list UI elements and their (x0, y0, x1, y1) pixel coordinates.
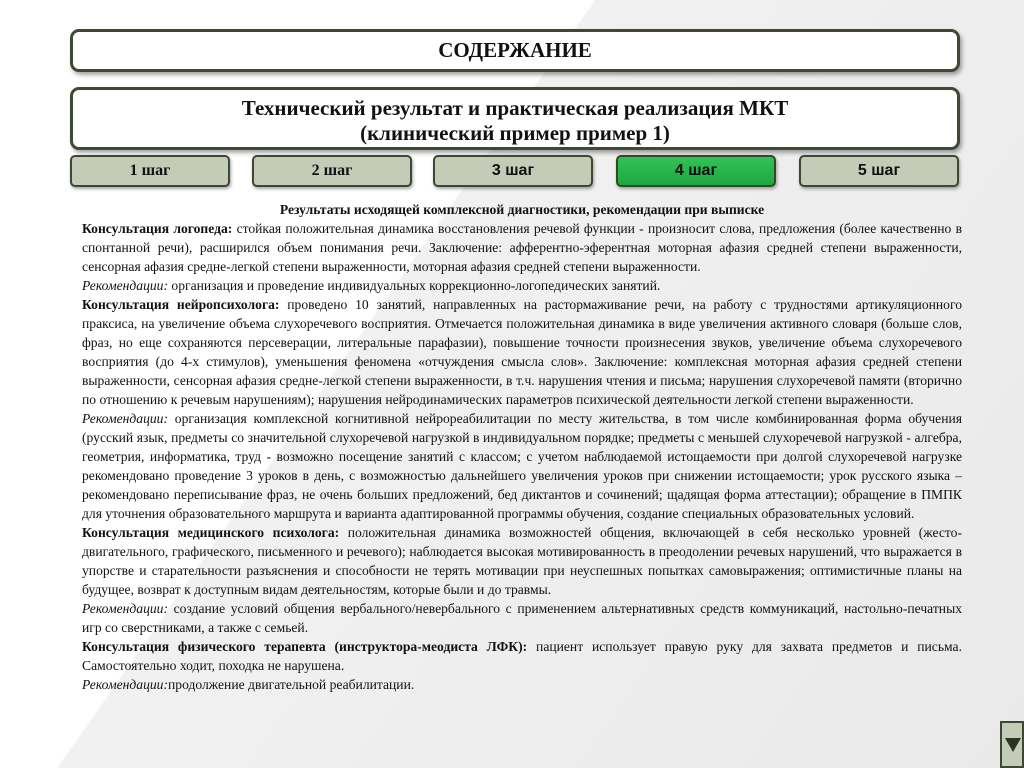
medical-psychologist-paragraph (82, 523, 962, 599)
neuropsychologist-paragraph (82, 295, 962, 409)
step-4-button[interactable]: 4 шаг (616, 155, 776, 187)
content-heading: Результаты исходящей комплексной диагностики, рекомендации при выписке (279, 202, 765, 217)
speech-therapist-lead: Консультация логопеда: (82, 221, 233, 236)
triangle-down-icon (1004, 737, 1022, 753)
physical-therapist-recommendations (82, 675, 962, 694)
step-5-button[interactable]: 5 шаг (799, 155, 959, 187)
subtitle-box (70, 87, 960, 150)
speech-therapist-text: стойкая положительная динамика восстановления речевой функции - произносит слова, предложения (более качественно в спонтанной речи), расширился объем понимания речи. Заключение: афферентно-эферентная моторная афазия средней степени выраженности, сенсорная афазия средне-легкой степени выраженности, моторная афазия средней степени выраженности. (82, 221, 962, 274)
neuropsychologist-recommendations (82, 409, 962, 523)
physical-therapist-text: пациент использует правую руку для захвата предметов и письма. Самостоятельно ходит, походка не нарушена. (82, 639, 962, 673)
recommendations-text: создание условий общения вербального/невербального с применением альтернативных средств коммуникаций, настольно-печатных игр со сверстниками, а также с семьей. (82, 601, 962, 635)
neuropsychologist-text: проведено 10 занятий, направленных на растормаживание речи, на работу с трудностями артикуляционного праксиса, на увеличение объема слухоречевого восприятия. Отмечается положительная динамика в виде увеличения активного словаря (больше слов, фраз, но еще сохраняются персеверации, литеральные парафазии), повышение точности произнесения звуков, увеличение объема слухоречевого восприятия (до 4-х стимулов), уменьшения феномена «отчуждения смысла слов». Заключение: комплексная моторная афазия средней степени выраженности, сенсорная афазия средне-легкой степени выраженности, в т.ч. нарушения чтения и письма; нарушения слухоречевой памяти (вторично по отношению к речевым нарушениям); нарушения нейродинамических параметров психической деятельности легкой степени выраженности. (82, 297, 963, 407)
physical-therapist-lead: Консультация физического терапевта (инструктора-меодиста ЛФК): (82, 639, 528, 654)
title-box (70, 29, 960, 72)
recommendations-label: Рекомендации: (82, 411, 169, 426)
medical-psychologist-recommendations (82, 599, 962, 637)
medical-psychologist-text: положительная динамика возможностей общения, включающей в себя несколько уровней (жесто-двигательного, графического, письменного и речевого); наблюдается высокая мотивированность в преодолении речевых нарушений, что выражается в упорстве и старательности разъяснения и способности не терять мотивации при неуспешных попытках самовыражения; оптимистичные планы на будущее, возврат к доступным видам деятельностям, которые были и до травмы. (82, 525, 962, 597)
recommendations-text: организация и проведение индивидуальных коррекционно-логопедических занятий. (168, 278, 661, 293)
step-3-button[interactable]: 3 шаг (433, 155, 593, 187)
neuropsychologist-lead: Консультация нейропсихолога: (82, 297, 280, 312)
recommendations-text: продолжение двигательной реабилитации. (168, 677, 415, 692)
next-slide-button[interactable] (1000, 721, 1024, 768)
step-2-button[interactable]: 2 шаг (252, 155, 412, 187)
recommendations-label: Рекомендации: (82, 278, 169, 293)
recommendations-label: Рекомендации: (82, 677, 169, 692)
speech-therapist-recommendations (82, 276, 962, 295)
content-area (82, 200, 962, 694)
physical-therapist-paragraph (82, 637, 962, 675)
subtitle-line-2: (клинический пример пример 1) (360, 121, 670, 145)
page-title: СОДЕРЖАНИЕ (438, 38, 592, 62)
recommendations-label: Рекомендации: (82, 601, 169, 616)
recommendations-text: организация комплексной когнитивной нейрореабилитации по месту жительства, в том числе комбинированная форма обучения (русский язык, предметы со значительной слухоречевой нагрузкой в индивидуальном порядке; предметы с меньшей слухоречевой нагрузкой - алгебра, геометрия, информатика, труд - возможно посещение занятий с классом; с учетом наблюдаемой истощаемости при долгой слухоречевой нагрузке рекомендовано проведение 3 уроков в день, с возможностью дальнейшего увеличения уроков при снижении истощаемости; урок русского языка – рекомендовано переписывание фраз, не очень больших предложений, бед диктантов и сочинений; щадящая форма аттестации); обращение в ПМПК для уточнения образовательного маршрута и варианта адаптированной программы обучения, создание специальных образовательных условий. (82, 411, 962, 521)
speech-therapist-paragraph (82, 219, 962, 276)
step-1-button[interactable]: 1 шаг (70, 155, 230, 187)
medical-psychologist-lead: Консультация медицинского психолога: (82, 525, 340, 540)
subtitle-line-1: Технический результат и практическая реализация МКТ (241, 96, 789, 120)
